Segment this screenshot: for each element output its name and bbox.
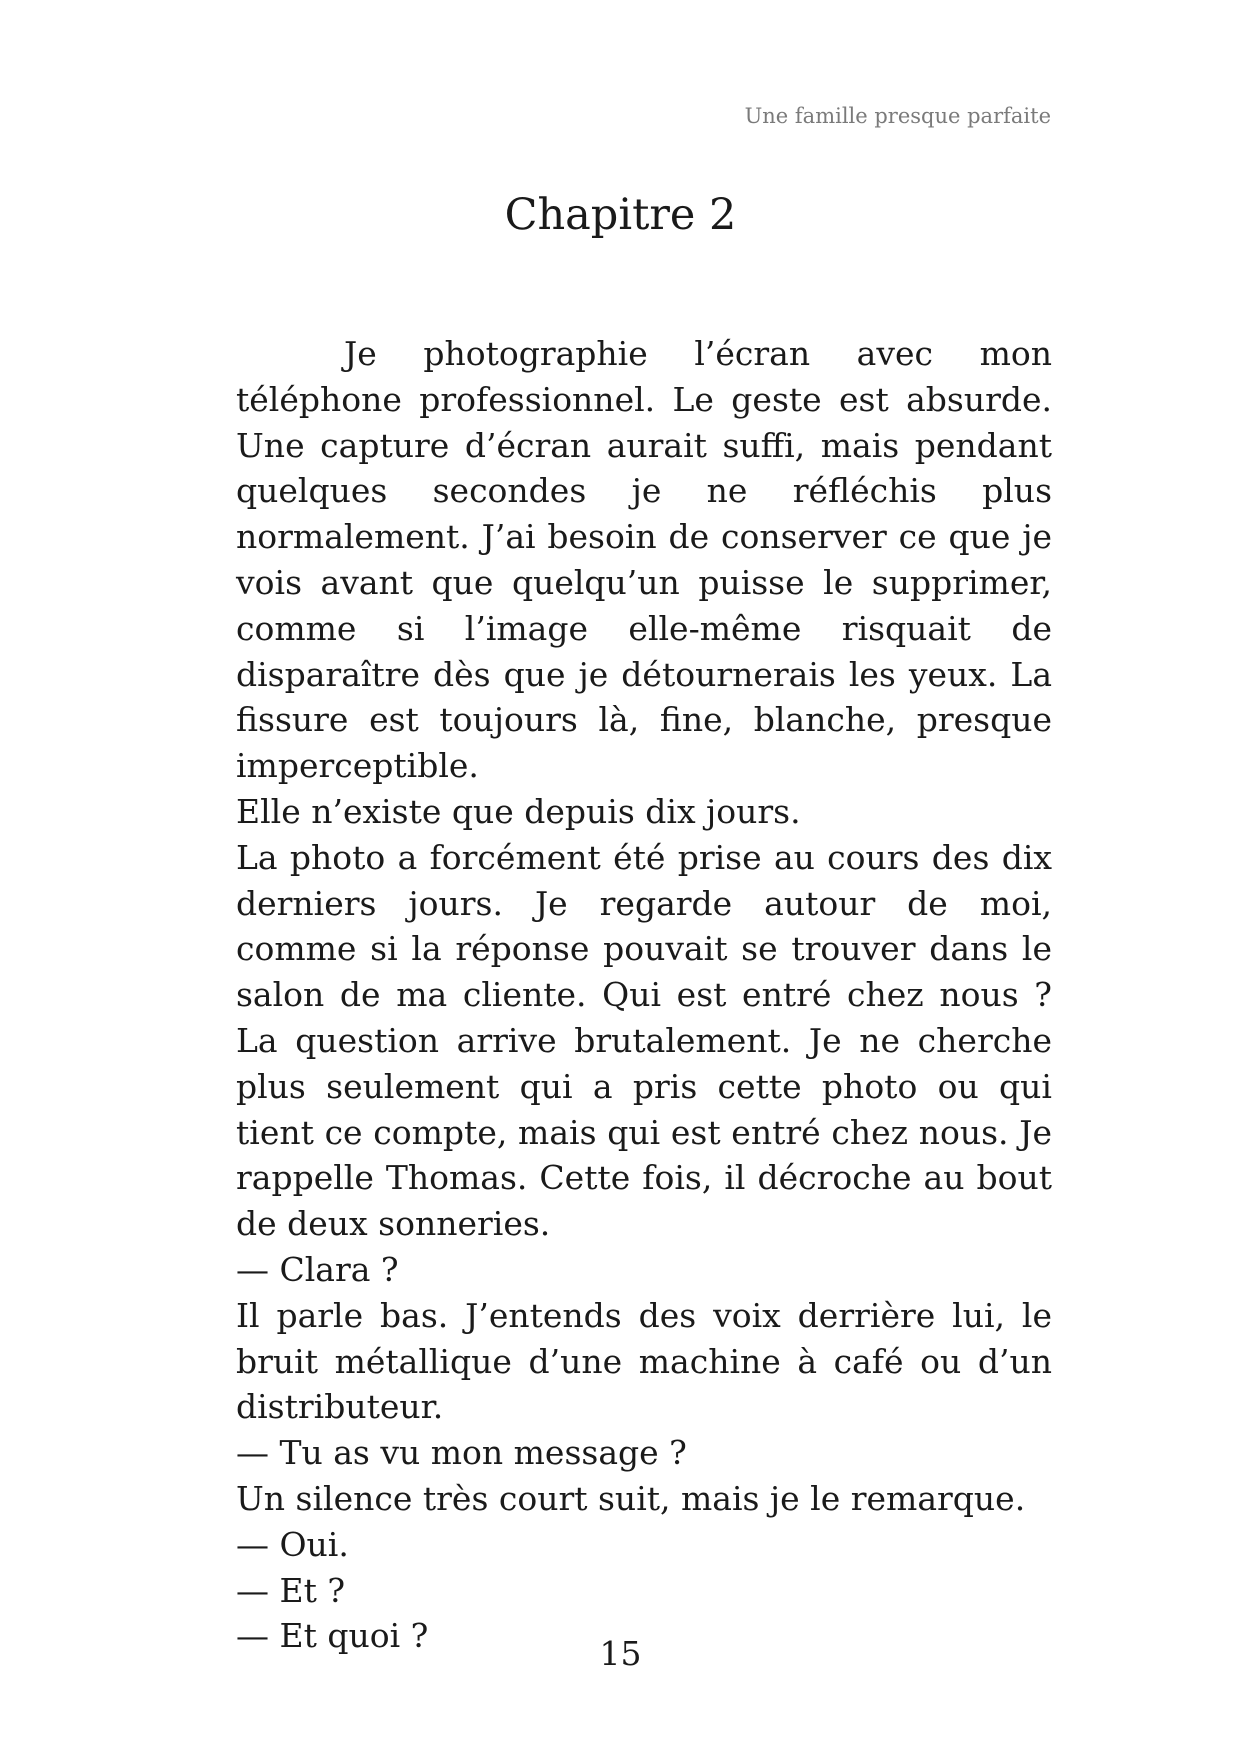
paragraph: La photo a forcément été prise au cours des dix derniers jours. Je regarde autour de moi, comme si la réponse pouvait se trouver dans le salon de ma cliente. Qui est entré chez nous ? La question arrive brutalement. Je ne cherche plus seulement qui a pris cette photo ou qui tient ce compte, mais qui est entré chez nous. Je rappelle Thomas. Cette fois, il décroche au bout de deux sonneries. [236, 837, 1052, 1244]
dialogue-line: — Oui. [236, 1524, 349, 1564]
dialogue-line: — Et quoi ? [236, 1616, 429, 1656]
page-number: 15 [599, 1634, 642, 1673]
body-text [236, 331, 1052, 1659]
dialogue-line: — Tu as vu mon message ? [236, 1433, 687, 1473]
dialogue-line: — Clara ? [236, 1249, 399, 1289]
paragraph: Je photographie l’écran avec mon téléphone professionnel. Le geste est absurde. Une capture d’écran aurait suffi, mais pendant quelques secondes je ne réfléchis plus normalement. J’ai besoin de conserver ce que je vois avant que quelqu’un puisse le supprimer, comme si l’image elle-même risquait de disparaître dès que je détournerais les yeux. La fissure est toujours là, fine, blanche, presque imperceptible. [236, 334, 1052, 786]
dialogue-line: — Et ? [236, 1570, 346, 1610]
running-header: Une famille presque parfaite [744, 104, 1051, 128]
paragraph: Un silence très court suit, mais je le remarque. [236, 1478, 1026, 1518]
chapter-title: Chapitre 2 [504, 190, 737, 240]
paragraph: Elle n’existe que depuis dix jours. [236, 791, 801, 831]
paragraph: Il parle bas. J’entends des voix derrière lui, le bruit métallique d’une machine à café ou d’un distributeur. [236, 1295, 1052, 1427]
